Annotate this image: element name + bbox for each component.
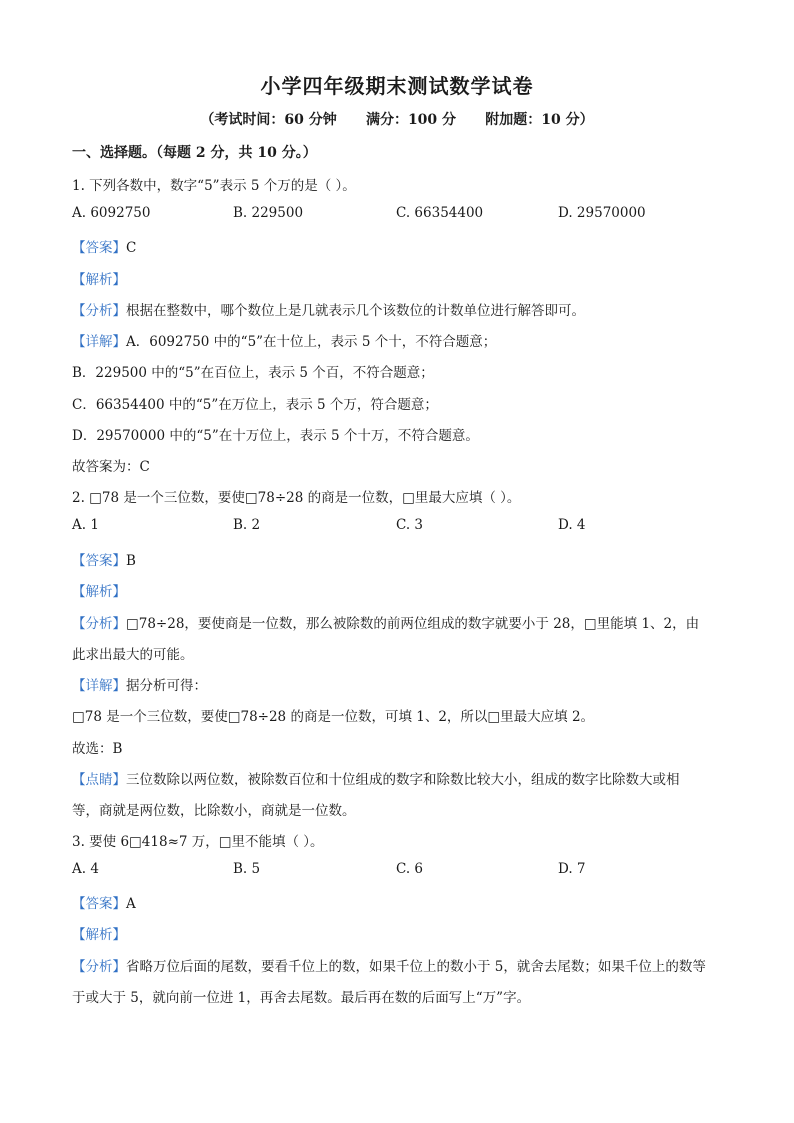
q1-analysis-heading: 【解析】	[72, 272, 126, 288]
fenxi-tag: 【分析】	[72, 959, 126, 975]
q2-fenxi	[72, 612, 699, 632]
fenxi-tag: 【分析】	[72, 616, 126, 632]
q1-option-b: B. 229500	[233, 205, 304, 221]
exam-subtitle: （考试时间：60 分钟 满分：100 分 附加题：10 分）	[200, 112, 594, 128]
q3-option-c: C. 6	[396, 861, 424, 877]
answer-tag: 【答案】	[72, 240, 126, 256]
xiangjie-text: A．6092750 中的“5”在十位上，表示 5 个十，不符合题意；	[126, 334, 497, 350]
xiangjie-tag: 【详解】	[72, 678, 126, 694]
q1-fenxi	[72, 299, 585, 319]
q2-analysis-heading: 【解析】	[72, 584, 126, 600]
q2-option-d: D. 4	[558, 517, 586, 533]
q3-answer	[72, 892, 136, 912]
q1-detail-c: C．66354400 中的“5”在万位上，表示 5 个万，符合题意；	[72, 397, 438, 413]
dianjing-tag: 【点睛】	[72, 772, 126, 788]
q1-detail-b: B．229500 中的“5”在百位上，表示 5 个百，不符合题意；	[72, 365, 434, 381]
question-1-stem: 1. 下列各数中，数字“5”表示 5 个万的是（ ）。	[72, 178, 356, 194]
answer-tag: 【答案】	[72, 896, 126, 912]
q1-detail-d: D．29570000 中的“5”在十万位上，表示 5 个十万，不符合题意。	[72, 428, 479, 444]
q3-fenxi	[72, 955, 706, 975]
question-2-stem: 2. □78 是一个三位数，要使□78÷28 的商是一位数，□里最大应填（ ）。	[72, 490, 521, 506]
exam-title: 小学四年级期末测试数学试卷	[260, 74, 534, 98]
q2-answer	[72, 549, 136, 569]
q2-option-c: C. 3	[396, 517, 424, 533]
q1-option-a: A. 6092750	[72, 205, 151, 221]
section-heading: 一、选择题。（每题 2 分，共 10 分。）	[72, 145, 317, 161]
q2-dianjing-cont: 等，商就是两位数，比除数小，商就是一位数。	[72, 803, 356, 819]
answer-value: A	[126, 896, 136, 912]
q3-option-b: B. 5	[233, 861, 261, 877]
q2-option-b: B. 2	[233, 517, 261, 533]
xiangjie-tag: 【详解】	[72, 334, 126, 350]
q2-conclusion: 故选：B	[72, 741, 123, 757]
fenxi-text: □78÷28，要使商是一位数，那么被除数的前两位组成的数字就要小于 28，□里能填 1、2，由	[126, 616, 700, 632]
q1-option-d: D. 29570000	[558, 205, 646, 221]
answer-value: B	[126, 553, 136, 569]
fenxi-text: 根据在整数中，哪个数位上是几就表示几个该数位的计数单位进行解答即可。	[126, 303, 585, 319]
q1-conclusion: 故答案为：C	[72, 459, 150, 475]
q3-fenxi-cont: 于或大于 5，就向前一位进 1，再舍去尾数。最后再在数的后面写上“万”字。	[72, 990, 531, 1006]
answer-value: C	[126, 240, 137, 256]
q1-option-c: C. 66354400	[396, 205, 484, 221]
q2-dianjing	[72, 768, 680, 788]
q3-analysis-heading: 【解析】	[72, 927, 126, 943]
fenxi-tag: 【分析】	[72, 303, 126, 319]
q2-option-a: A. 1	[72, 517, 99, 533]
dianjing-text: 三位数除以两位数，被除数百位和十位组成的数字和除数比较大小，组成的数字比除数大或相	[126, 772, 680, 788]
question-3-stem: 3. 要使 6□418≈7 万，□里不能填（ ）。	[72, 834, 324, 850]
q2-fenxi-cont: 此求出最大的可能。	[72, 647, 194, 663]
q3-option-d: D. 7	[558, 861, 586, 877]
q2-detail: □78 是一个三位数，要使□78÷28 的商是一位数，可填 1、2，所以□里最大应填 2。	[72, 709, 595, 725]
q2-xiangjie	[72, 674, 207, 694]
fenxi-text: 省略万位后面的尾数，要看千位上的数，如果千位上的数小于 5，就舍去尾数；如果千位上的数等	[126, 959, 706, 975]
answer-tag: 【答案】	[72, 553, 126, 569]
xiangjie-text: 据分析可得：	[126, 678, 207, 694]
q1-answer	[72, 236, 136, 256]
q1-xiangjie	[72, 330, 496, 350]
q3-option-a: A. 4	[72, 861, 99, 877]
